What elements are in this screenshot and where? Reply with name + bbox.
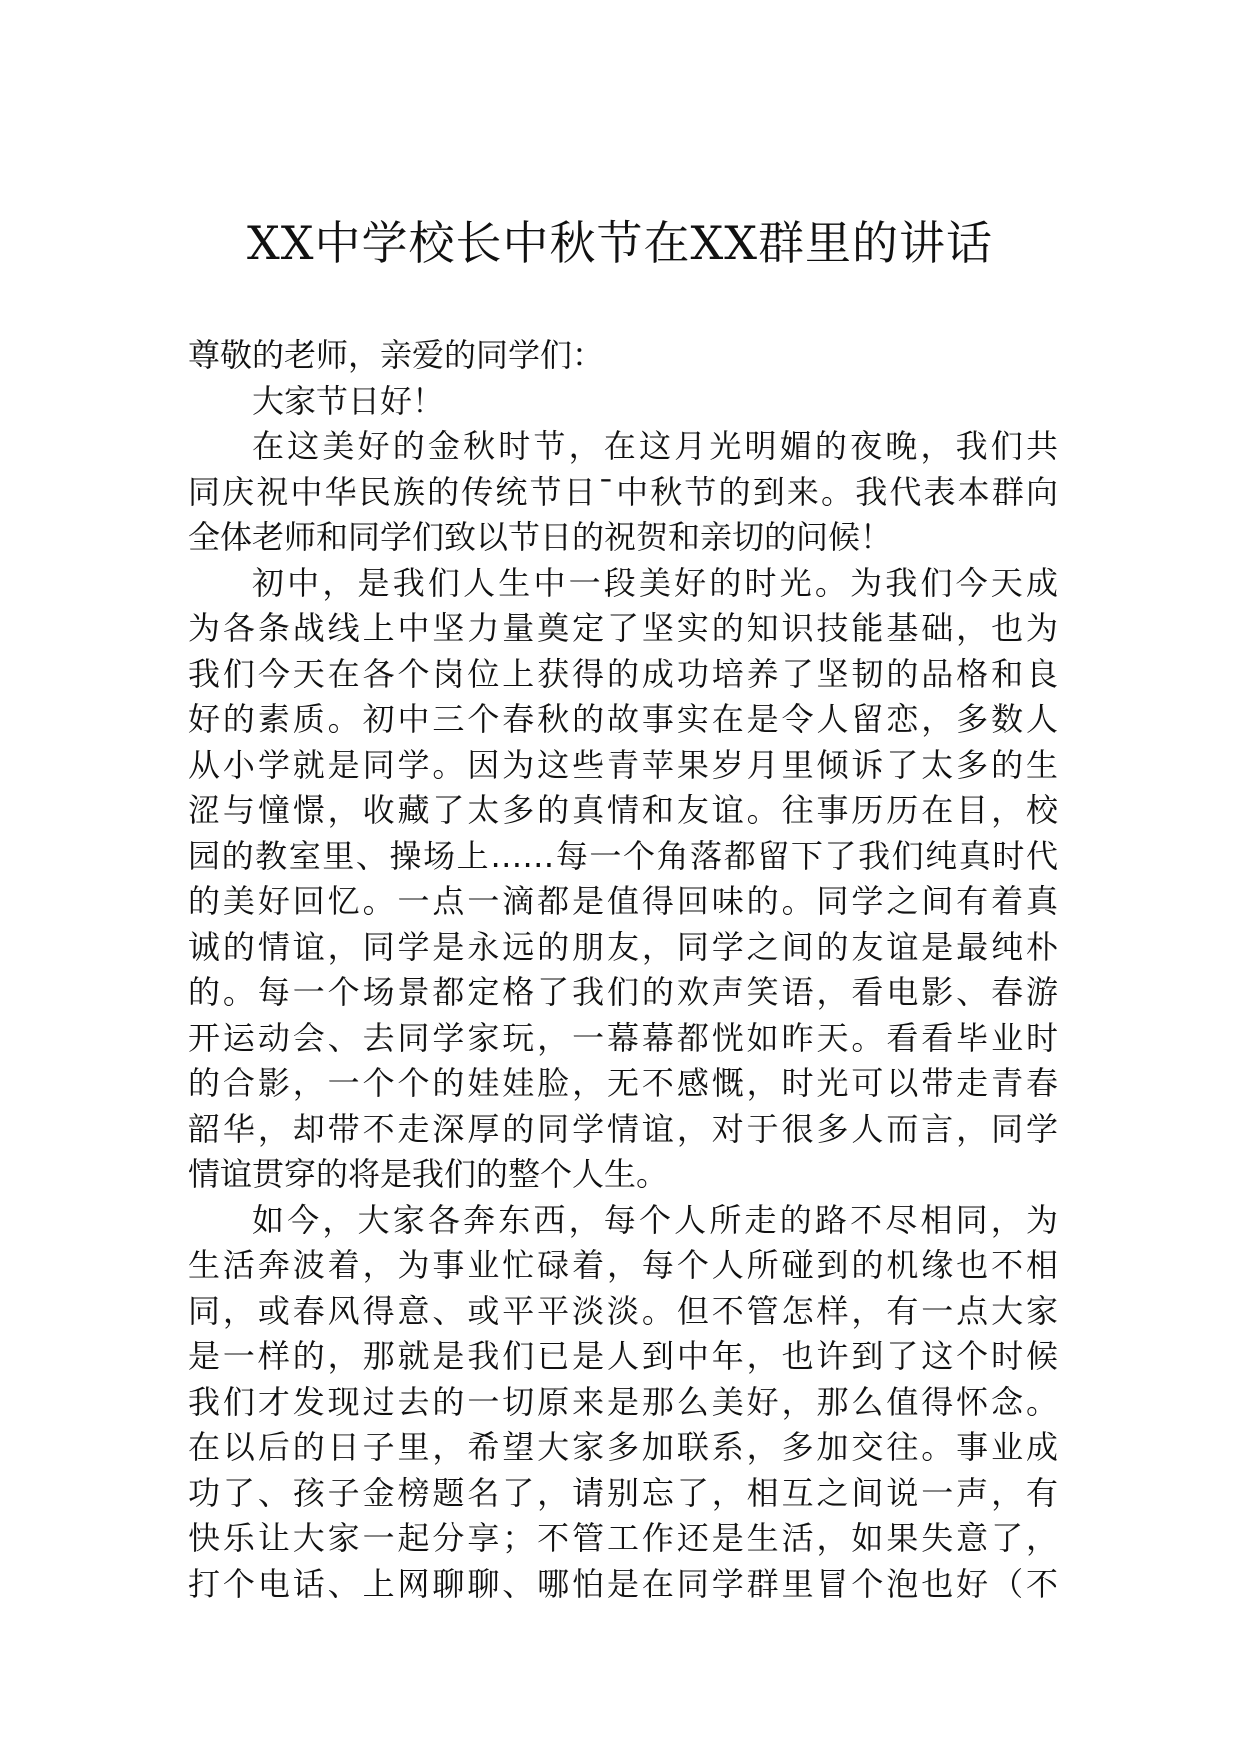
paragraph-line: 涩与憧憬，收藏了太多的真情和友谊。往事历历在目，校 (188, 791, 1058, 829)
paragraph-line: 开运动会、去同学家玩，一幕幕都恍如昨天。看看毕业时 (188, 1018, 1058, 1057)
paragraph-line: 的美好回忆。一点一滴都是值得回味的。同学之间有着真 (188, 882, 1058, 920)
paragraph-line: 同庆祝中华民族的传统节日¯中秋节的到来。我代表本群向 (188, 472, 1058, 511)
paragraph-2 (188, 561, 1058, 1198)
paragraph-line: 诚的情谊，同学是永远的朋友，同学之间的友谊是最纯朴 (188, 927, 1058, 966)
document-title: XX中学校长中秋节在XX群里的讲话 (247, 216, 993, 270)
paragraph-line: 好的素质。初中三个春秋的故事实在是令人留恋，多数人 (188, 700, 1058, 738)
paragraph-line: 情谊贯穿的将是我们的整个人生。 (188, 1155, 669, 1193)
paragraph-line: 如今，大家各奔东西，每个人所走的路不尽相同，为 (252, 1200, 1058, 1239)
paragraph-line: 快乐让大家一起分享；不管工作还是生活，如果失意了， (188, 1519, 1058, 1557)
paragraph-line: 园的教室里、操场上……每一个角落都留下了我们纯真时代 (188, 836, 1058, 875)
paragraph-line: 我们今天在各个岗位上获得的成功培养了坚韧的品格和良 (188, 654, 1058, 693)
paragraph-1 (188, 424, 1058, 561)
paragraph-3 (188, 1198, 1058, 1608)
paragraph-line: 功了、孩子金榜题名了，请别忘了，相互之间说一声，有 (188, 1473, 1058, 1512)
paragraph-line: 是一样的，那就是我们已是人到中年，也许到了这个时候 (188, 1337, 1058, 1375)
paragraph-line: 打个电话、上网聊聊、哪怕是在同学群里冒个泡也好（不 (188, 1564, 1058, 1603)
document-body (188, 333, 1058, 1607)
paragraph-line: 初中，是我们人生中一段美好的时光。为我们今天成 (252, 563, 1058, 602)
paragraph-line: 的。每一个场景都定格了我们的欢声笑语，看电影、春游 (188, 973, 1058, 1011)
paragraph-line: 全体老师和同学们致以节日的祝贺和亲切的问候！ (188, 518, 893, 556)
salutation: 尊敬的老师，亲爱的同学们： (188, 336, 605, 374)
paragraph-line: 从小学就是同学。因为这些青苹果岁月里倾诉了太多的生 (188, 745, 1058, 784)
paragraph-line: 在这美好的金秋时节，在这月光明媚的夜晚，我们共 (252, 427, 1058, 465)
paragraph-line: 同，或春风得意、或平平淡淡。但不管怎样，有一点大家 (188, 1291, 1058, 1330)
paragraph-line: 在以后的日子里，希望大家多加联系，多加交往。事业成 (188, 1428, 1058, 1466)
greeting: 大家节日好！ (252, 381, 445, 420)
paragraph-line: 韶华，却带不走深厚的同学情谊，对于很多人而言，同学 (188, 1109, 1058, 1148)
paragraph-line: 我们才发现过去的一切原来是那么美好，那么值得怀念。 (188, 1382, 1058, 1421)
paragraph-line: 生活奔波着，为事业忙碌着，每个人所碰到的机缘也不相 (188, 1246, 1058, 1284)
paragraph-line: 的合影，一个个的娃娃脸，无不感慨，时光可以带走青春 (188, 1064, 1058, 1102)
paragraph-line: 为各条战线上中坚力量奠定了坚实的知识技能基础，也为 (188, 609, 1058, 647)
